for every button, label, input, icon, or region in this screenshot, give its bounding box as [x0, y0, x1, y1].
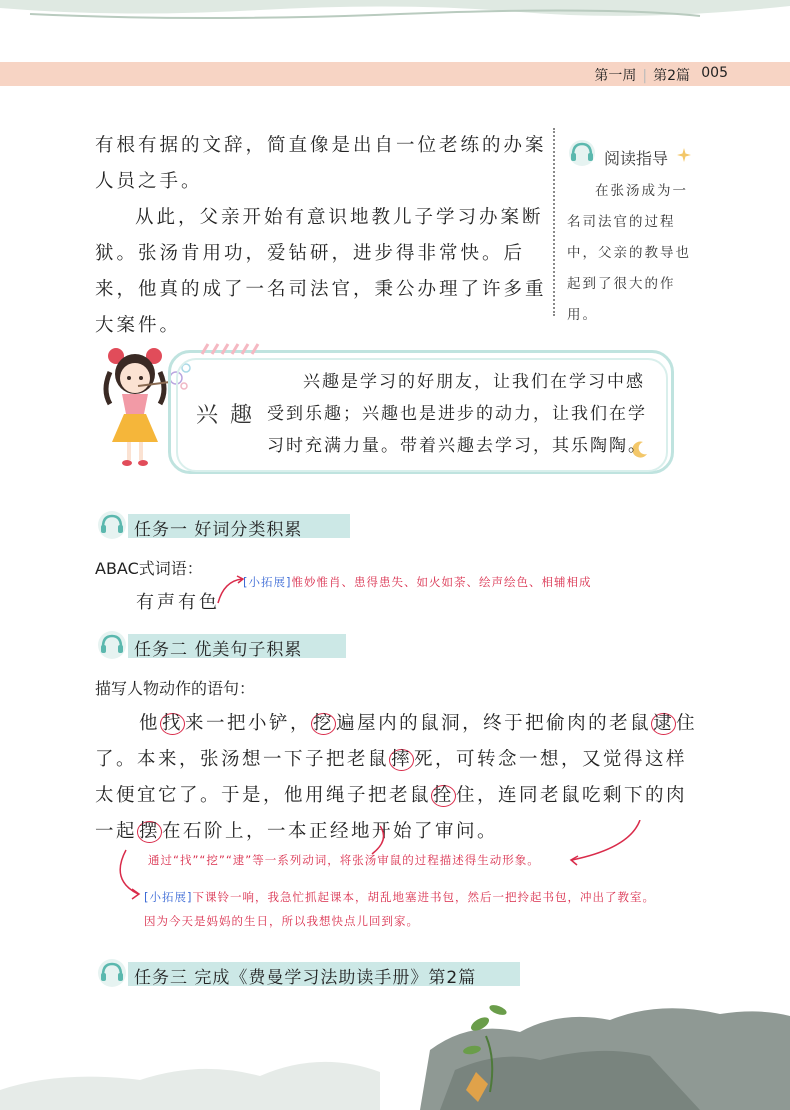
- example-word: 有声有色: [136, 592, 220, 613]
- interest-label: 兴趣: [196, 403, 265, 428]
- header-chapter: 第一周 | 第2篇: [594, 68, 690, 84]
- verb-circle: 拴: [433, 785, 455, 806]
- extension-words: 惟妙惟肖、患得患失、如火如荼、绘声绘色、相辅相成: [291, 575, 592, 589]
- sentence-part: 死，可转念一想，又觉得这样太便宜它了。于是，他用绳子把老鼠: [95, 749, 688, 806]
- task2-subheading: 描写人物动作的语句：: [95, 679, 256, 698]
- story-paragraph-1: 有根有据的文辞，简直像是出自一位老练的办案人员之手。: [95, 135, 547, 192]
- task1-extension-note: [243, 574, 591, 590]
- interest-text: [267, 366, 657, 462]
- sentence-part: 他: [139, 713, 161, 734]
- extension-tag: [小拓展]: [243, 575, 292, 589]
- verb-circle: 挖: [313, 713, 335, 734]
- verb-circle: 找: [162, 713, 184, 734]
- sentence-part: 住，连同老鼠吃剩下的肉一起: [95, 785, 688, 842]
- header-week: 第一周: [594, 68, 637, 84]
- headphone-icon: [95, 509, 129, 541]
- story-paragraph-2: [95, 200, 550, 344]
- interest-body: 兴趣是学习的好朋友，让我们在学习中感受到乐趣；兴趣也是进步的动力，让我们在学习时充满力量。带着兴趣去学习，其乐陶陶。: [267, 372, 647, 456]
- reading-guide-body: 在张汤成为一名司法官的过程中，父亲的教导也起到了很大的作用。: [567, 183, 691, 323]
- headphone-icon: [565, 138, 599, 168]
- extension-tag: [小拓展]: [144, 890, 193, 904]
- task1-title: 任务一 好词分类积累: [134, 520, 303, 540]
- sentence-comment: 通过“找”“挖”“逮”等一系列动词，将张汤审鼠的过程描述得生动形象。: [148, 853, 540, 867]
- extension-sentence: 下课铃一响，我急忙抓起课本，胡乱地塞进书包，然后一把拎起书包，冲出了教室。因为今天是妈妈的生日，所以我想快点儿回到家。: [144, 890, 655, 928]
- page-number: 005: [701, 65, 728, 81]
- verb-circle: 逮: [653, 713, 675, 734]
- task3-title: 任务三 完成《费曼学习法助读手册》第2篇: [134, 968, 477, 988]
- landscape-illustration: [0, 980, 790, 1110]
- task2-title: 任务二 优美句子积累: [134, 640, 303, 660]
- sentence-part: 来一把小铲，: [185, 713, 312, 734]
- header-article: 第2篇: [653, 68, 690, 84]
- sparkle-icon: [677, 148, 691, 162]
- task2-extension-note: [144, 885, 664, 933]
- verb-circle: 摆: [139, 821, 161, 842]
- reading-guide-text: [567, 176, 692, 331]
- stripe-decoration: [198, 343, 268, 355]
- reading-guide-title: 阅读指导: [604, 149, 669, 168]
- headphone-icon: [95, 629, 129, 661]
- story-paragraph-2-text: 从此，父亲开始有意识地教儿子学习办案断狱。张汤肯用功，爱钻研，进步得非常快。后来，他真的成了一名司法官，秉公办理了许多重大案件。: [95, 207, 547, 336]
- sentence-part: 住了。本来，张汤想一下子把老鼠: [95, 713, 698, 770]
- top-landscape-art: [0, 0, 790, 22]
- task1-subheading: ABAC式词语：: [95, 559, 203, 578]
- sentence-part: 在石阶上，一本正经地开始了审问。: [162, 821, 499, 842]
- bracket-arrow: [214, 575, 246, 605]
- sentence-part: 遍屋内的鼠洞，终于把偷肉的老鼠: [336, 713, 652, 734]
- verb-circle: 摔: [391, 749, 413, 770]
